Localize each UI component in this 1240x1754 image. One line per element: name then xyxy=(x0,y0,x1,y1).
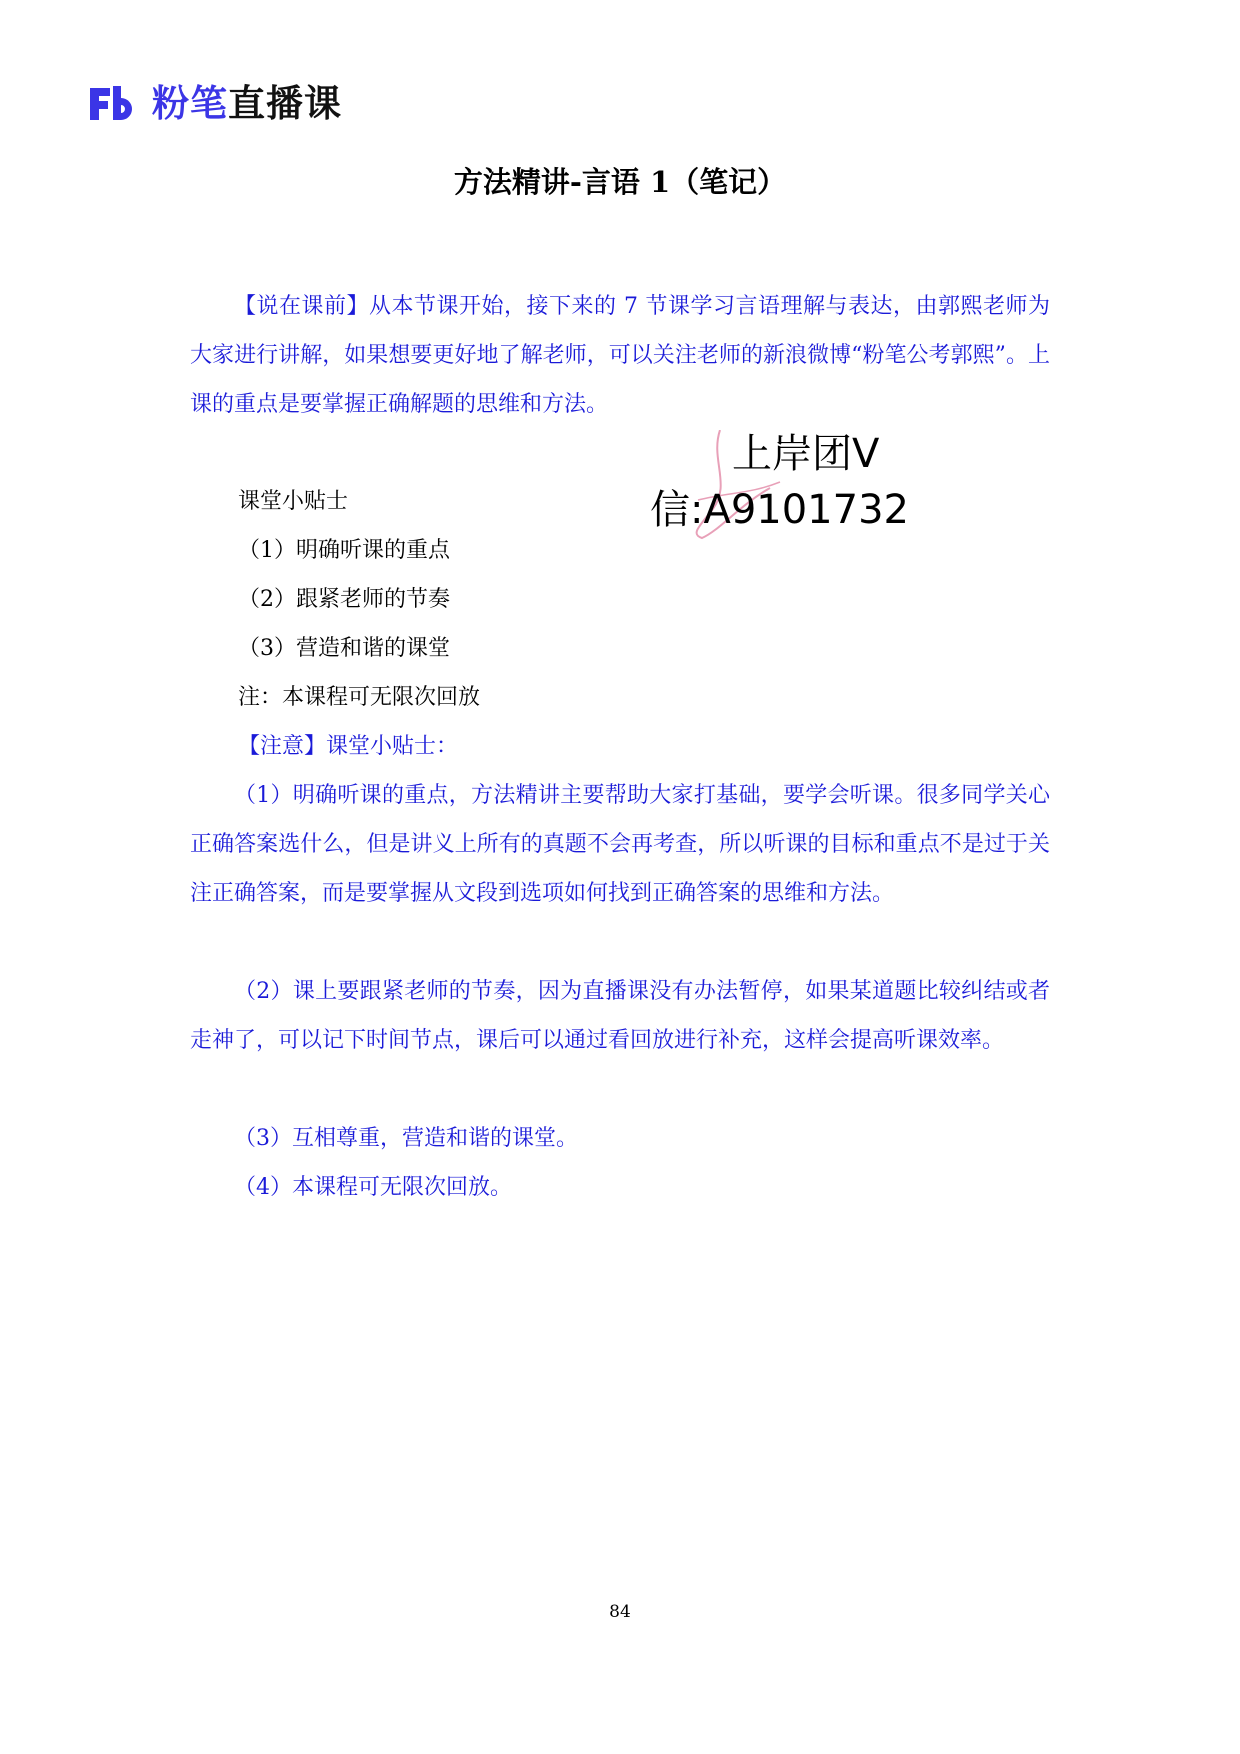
tips-heading: 课堂小贴士 xyxy=(238,489,349,514)
notice-item-2: （2）课上要跟紧老师的节奏，因为直播课没有办法暂停，如果某道题比较纠结或者走神了，可以记下时间节点，课后可以通过看回放进行补充，这样会提高听课效率。 xyxy=(190,979,1050,1053)
tip-item-3: （3）营造和谐的课堂 xyxy=(238,636,450,661)
brand-name-part1: 粉笔 xyxy=(152,82,228,125)
tips-note: 注：本课程可无限次回放 xyxy=(238,685,481,710)
notice-heading: 【注意】课堂小贴士： xyxy=(238,734,459,759)
brand-name xyxy=(152,80,342,128)
notice-item-3: （3）互相尊重，营造和谐的课堂。 xyxy=(234,1126,578,1151)
notice-item-4: （4）本课程可无限次回放。 xyxy=(234,1175,512,1200)
tip-item-1: （1）明确听课的重点 xyxy=(238,538,450,563)
tip-item-2: （2）跟紧老师的节奏 xyxy=(238,587,450,612)
watermark-line-2: 信:A9101732 xyxy=(650,487,909,533)
fb-logo-icon xyxy=(88,84,140,124)
document-title: 方法精讲-言语 1（笔记） xyxy=(453,165,787,199)
watermark xyxy=(650,430,910,540)
notice-item-1: （1）明确听课的重点，方法精讲主要帮助大家打基础，要学会听课。很多同学关心正确答案选什么，但是讲义上所有的真题不会再考查，所以听课的目标和重点不是过于关注正确答案，而是要掌握从文段到选项如何找到正确答案的思维和方法。 xyxy=(190,783,1050,906)
header-logo xyxy=(88,80,342,128)
brand-name-part2: 直播课 xyxy=(228,82,342,125)
page-number: 84 xyxy=(609,1602,631,1622)
watermark-line-1: 上岸团V xyxy=(732,431,880,477)
intro-paragraph: 【说在课前】从本节课开始，接下来的 7 节课学习言语理解与表达，由郭熙老师为大家进行讲解，如果想要更好地了解老师，可以关注老师的新浪微博“粉笔公考郭熙”。上课的重点是要掌握正确解题的思维和方法。 xyxy=(190,294,1050,417)
